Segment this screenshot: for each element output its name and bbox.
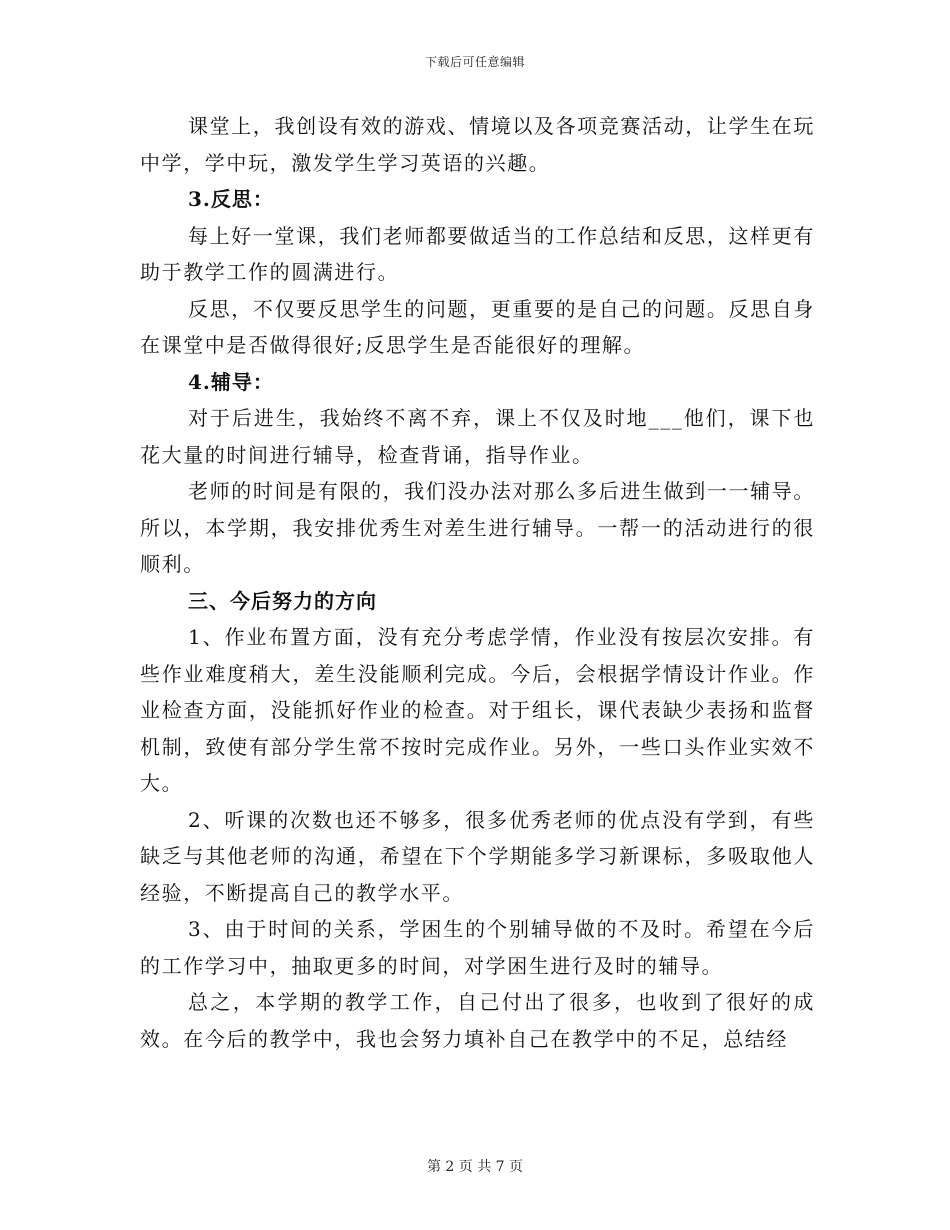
section-heading: 三、今后努力的方向 (188, 588, 377, 613)
paragraph: 总之，本学期的教学工作，自己付出了很多，也收到了很好的成效。在今后的教学中，我也会努力填补自己在教学中的不足，总结经 (140, 990, 815, 1051)
paragraph: 1、作业布置方面，没有充分考虑学情，作业没有按层次安排。有些作业难度稍大，差生没能顺利完成。今后，会根据学情设计作业。作业检查方面，没能抓好作业的检查。对于组长，课代表缺少表扬和监督机制，致使有部分学生常不按时完成作业。另外，一些口头作业实效不大。 (140, 625, 815, 795)
paragraph: 课堂上，我创设有效的游戏、情境以及各项竞赛活动，让学生在玩中学，学中玩，激发学生学习英语的兴趣。 (140, 114, 815, 175)
document-body (140, 108, 815, 1057)
page-number-footer: 第 2 页 共 7 页 (426, 1159, 524, 1175)
page-header: 下载后可任意编辑 (424, 55, 525, 69)
paragraph: 2、听课的次数也还不够多，很多优秀老师的优点没有学到，有些缺乏与其他老师的沟通，希望在下个学期能多学习新课标，多吸取他人经验，不断提高自己的教学水平。 (140, 807, 815, 905)
paragraph: 反思，不仅要反思学生的问题，更重要的是自己的问题。反思自身在课堂中是否做得很好;反思学生是否能很好的理解。 (140, 296, 815, 357)
section-heading: 4.辅导： (188, 369, 274, 394)
paragraph: 每上好一堂课，我们老师都要做适当的工作总结和反思，这样更有助于教学工作的圆满进行。 (140, 223, 815, 284)
section-heading: 3.反思： (188, 187, 274, 211)
paragraph: 对于后进生，我始终不离不弃，课上不仅及时地___他们，课下也花大量的时间进行辅导，检查背诵，指导作业。 (140, 406, 815, 467)
paragraph: 3、由于时间的关系，学困生的个别辅导做的不及时。希望在今后的工作学习中，抽取更多的时间，对学困生进行及时的辅导。 (140, 917, 815, 978)
paragraph: 老师的时间是有限的，我们没办法对那么多后进生做到一一辅导。所以，本学期，我安排优秀生对差生进行辅导。一帮一的活动进行的很顺利。 (140, 479, 815, 576)
